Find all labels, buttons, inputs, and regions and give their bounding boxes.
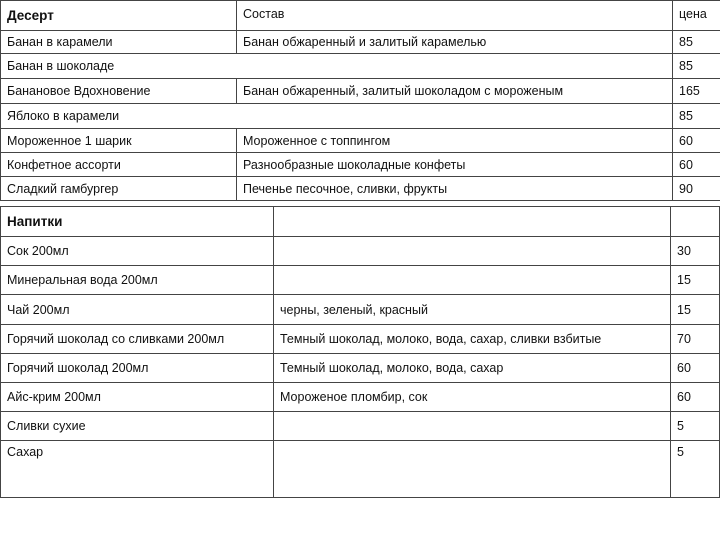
item-name: Банан в карамели	[1, 31, 237, 54]
item-name: Сливки сухие	[1, 412, 274, 441]
item-price: 15	[671, 295, 720, 325]
table-row	[1, 266, 720, 295]
item-price: 85	[673, 31, 720, 54]
item-name: Мороженное 1 шарик	[1, 129, 237, 153]
table-row	[1, 54, 720, 79]
item-name: Яблоко в карамели	[1, 104, 673, 129]
item-price: 165	[673, 79, 720, 104]
item-composition: Банан обжаренный и залитый карамелью	[237, 31, 673, 54]
header-drinks: Напитки	[1, 207, 274, 237]
table-row	[1, 325, 720, 354]
item-composition: Мороженое пломбир, сок	[274, 383, 671, 412]
item-name: Чай 200мл	[1, 295, 274, 325]
item-name: Сахар	[1, 441, 274, 498]
item-price: 85	[673, 104, 720, 129]
header-price: цена	[673, 1, 720, 31]
item-composition: Мороженное с топпингом	[237, 129, 673, 153]
item-name: Сок 200мл	[1, 237, 274, 266]
item-price: 60	[671, 354, 720, 383]
item-composition: Разнообразные шоколадные конфеты	[237, 153, 673, 177]
item-price: 90	[673, 177, 720, 201]
table-row	[1, 441, 720, 498]
item-price: 30	[671, 237, 720, 266]
header-empty-cell	[671, 207, 720, 237]
header-composition: Состав	[237, 1, 673, 31]
item-composition: Банан обжаренный, залитый шоколадом с мороженым	[237, 79, 673, 104]
item-composition: Печенье песочное, сливки, фрукты	[237, 177, 673, 201]
item-composition	[274, 237, 671, 266]
item-price: 70	[671, 325, 720, 354]
table-header-row	[1, 1, 720, 31]
item-name: Горячий шоколад 200мл	[1, 354, 274, 383]
table-row	[1, 177, 720, 201]
table-row	[1, 354, 720, 383]
dessert-table	[0, 0, 720, 201]
table-row	[1, 237, 720, 266]
item-composition: черны, зеленый, красный	[274, 295, 671, 325]
table-row	[1, 104, 720, 129]
table-row	[1, 79, 720, 104]
item-name: Горячий шоколад со сливками 200мл	[1, 325, 274, 354]
item-price: 60	[673, 153, 720, 177]
drinks-table	[0, 206, 720, 498]
item-price: 85	[673, 54, 720, 79]
header-empty-cell	[274, 207, 671, 237]
item-price: 60	[673, 129, 720, 153]
item-price: 5	[671, 412, 720, 441]
item-name: Минеральная вода 200мл	[1, 266, 274, 295]
item-name: Айс-крим 200мл	[1, 383, 274, 412]
table-row	[1, 295, 720, 325]
item-name: Конфетное ассорти	[1, 153, 237, 177]
table-header-row	[1, 207, 720, 237]
item-price: 15	[671, 266, 720, 295]
table-row	[1, 412, 720, 441]
table-row	[1, 31, 720, 54]
item-name: Банановое Вдохновение	[1, 79, 237, 104]
table-row	[1, 129, 720, 153]
item-composition	[274, 441, 671, 498]
item-composition	[274, 266, 671, 295]
header-dessert: Десерт	[1, 1, 237, 31]
item-name: Банан в шоколаде	[1, 54, 673, 79]
item-composition: Темный шоколад, молоко, вода, сахар	[274, 354, 671, 383]
item-name: Сладкий гамбургер	[1, 177, 237, 201]
item-price: 5	[671, 441, 720, 498]
item-price: 60	[671, 383, 720, 412]
item-composition: Темный шоколад, молоко, вода, сахар, сливки взбитые	[274, 325, 671, 354]
item-composition	[274, 412, 671, 441]
table-row	[1, 153, 720, 177]
table-row	[1, 383, 720, 412]
